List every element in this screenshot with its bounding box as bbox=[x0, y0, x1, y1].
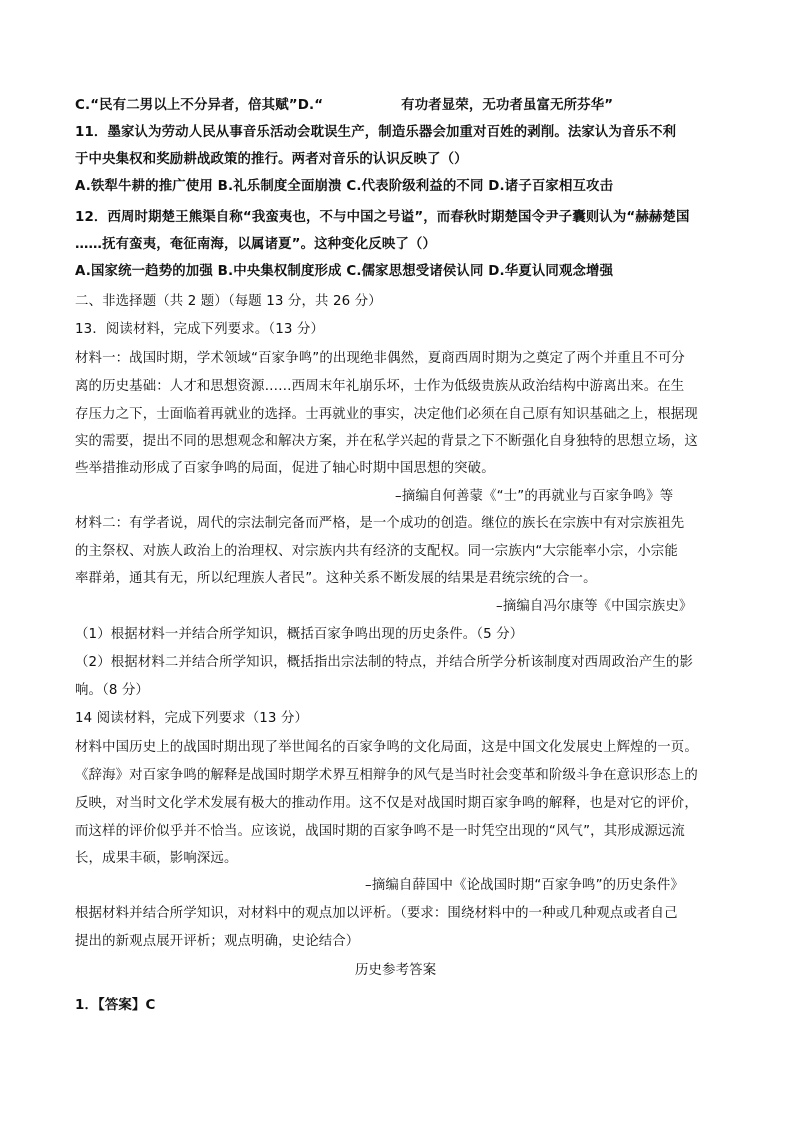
q13-sub-question-1: （1）根据材料一并结合所学知识，概括百家争鸣出现的历史条件。（5 分） bbox=[75, 627, 524, 642]
q11-line-1: 11．墨家认为劳动人民从事音乐活动会耽误生产，制造乐器会加重对百姓的剥削。法家认为音乐不利 bbox=[75, 125, 677, 140]
q14-material-line-4: 而这样的评价似乎并不恰当。应该说，战国时期的百家争鸣不是一时凭空出现的“风气”，其形成源远流 bbox=[75, 824, 685, 839]
q14-material-line-2: 《辞海》对百家争鸣的解释是战国时期学术界互相辩争的风气是当时社会变革和阶级斗争在意识形态上的 bbox=[75, 768, 698, 783]
q11-line-2: 于中央集权和奖励耕战政策的推行。两者对音乐的认识反映了（） bbox=[75, 152, 468, 167]
q14-header: 14 阅读材料，完成下列要求（13 分） bbox=[75, 711, 309, 726]
q13-material-1-line-3: 存压力之下，士面临着再就业的选择。士再就业的事实，决定他们必须在自己原有知识基础之上，根据现 bbox=[75, 407, 698, 422]
q14-material-line-5: 长，成果丰硕，影响深远。 bbox=[75, 851, 238, 866]
q13-material-2-line-3: 率群弟，通其有无，所以纪理族人者民”。这种关系不断发展的结果是君统宗统的合一。 bbox=[75, 571, 597, 586]
section-2-header: 二、非选择题（共 2 题）（每题 13 分，共 26 分） bbox=[75, 294, 382, 309]
q13-material-1-line-5: 些举措推动形成了百家争鸣的局面，促进了轴心时期中国思想的突破。 bbox=[75, 461, 495, 476]
q13-material-2-line-2: 的主祭权、对族人政治上的治理权、对宗族内共有经济的支配权。同一宗族内“大宗能率小宗，小宗能 bbox=[75, 544, 678, 559]
q10-option-d-rest: 有功者显荣，无功者虽富无所芬华” bbox=[401, 98, 614, 113]
q12-options: A.国家统一趋势的加强 B.中央集权制度形成 C.儒家思想受诸侯认同 D.华夏认同观念增强 bbox=[75, 264, 614, 279]
q14-material-line-3: 反映，对当时文化学术发展有极大的推动作用。这不仅是对战国时期百家争鸣的解释，也是对它的评价， bbox=[75, 796, 698, 811]
q12-line-1: 12．西周时期楚王熊渠自称“我蛮夷也，不与中国之号谥”，而春秋时期楚国令尹子囊则认为“赫赫楚国 bbox=[75, 210, 690, 225]
q13-material-1-line-4: 实的需要，提出不同的思想观念和解决方案，并在私学兴起的背景之下不断强化自身独特的思想立场，这 bbox=[75, 434, 698, 449]
q14-requirement-line-2: 提出的新观点展开评析；观点明确，史论结合） bbox=[75, 934, 360, 949]
q12-line-2: ……抚有蛮夷，奄征南海，以属诸夏”。这种变化反映了（） bbox=[75, 237, 437, 252]
answer-title: 历史参考答案 bbox=[355, 963, 437, 978]
answer-1: 1．【答案】C bbox=[75, 998, 156, 1013]
q11-options: A.铁犁牛耕的推广使用 B.礼乐制度全面崩溃 C.代表阶级利益的不同 D.诸子百家相互攻击 bbox=[75, 179, 614, 194]
q13-material-1-line-2: 离的历史基础：人才和思想资源……西周末年礼崩乐坏，士作为低级贵族从政治结构中游离出来。在生 bbox=[75, 379, 685, 394]
q13-header: 13．阅读材料，完成下列要求。（13 分） bbox=[75, 322, 325, 337]
q10-option-c: C.“民有二男以上不分异者，倍其赋” bbox=[75, 98, 298, 113]
q14-material-source: –摘编自薛国中《论战国时期“百家争鸣”的历史条件》 bbox=[365, 878, 684, 893]
q13-sub-question-2-line-1: （2）根据材料二并结合所学知识，概括指出宗法制的特点，并结合所学分析该制度对西周政治产生的影 bbox=[75, 655, 693, 670]
q13-material-1-line-1: 材料一：战国时期，学术领域“百家争鸣”的出现绝非偶然，夏商西周时期为之奠定了两个并重且不可分 bbox=[75, 351, 685, 366]
q10-option-d-open: D.“ bbox=[297, 98, 324, 113]
q13-material-1-source: –摘编自何善蒙《“士”的再就业与百家争鸣》等 bbox=[395, 489, 674, 504]
q10-options-cd bbox=[75, 96, 613, 116]
q13-sub-question-2-line-2: 响。（8 分） bbox=[75, 683, 150, 698]
q14-material-line-1: 材料中国历史上的战国时期出现了举世闻名的百家争鸣的文化局面，这是中国文化发展史上辉煌的一页。 bbox=[75, 740, 698, 755]
q13-material-2-line-1: 材料二：有学者说，周代的宗法制完备而严格，是一个成功的创造。继位的族长在宗族中有对宗族祖先 bbox=[75, 516, 685, 531]
q14-requirement-line-1: 根据材料并结合所学知识，对材料中的观点加以评析。（要求：围绕材料中的一种或几种观点或者自己 bbox=[75, 906, 678, 921]
q13-material-2-source: –摘编自冯尔康等《中国宗族史》 bbox=[496, 599, 693, 614]
